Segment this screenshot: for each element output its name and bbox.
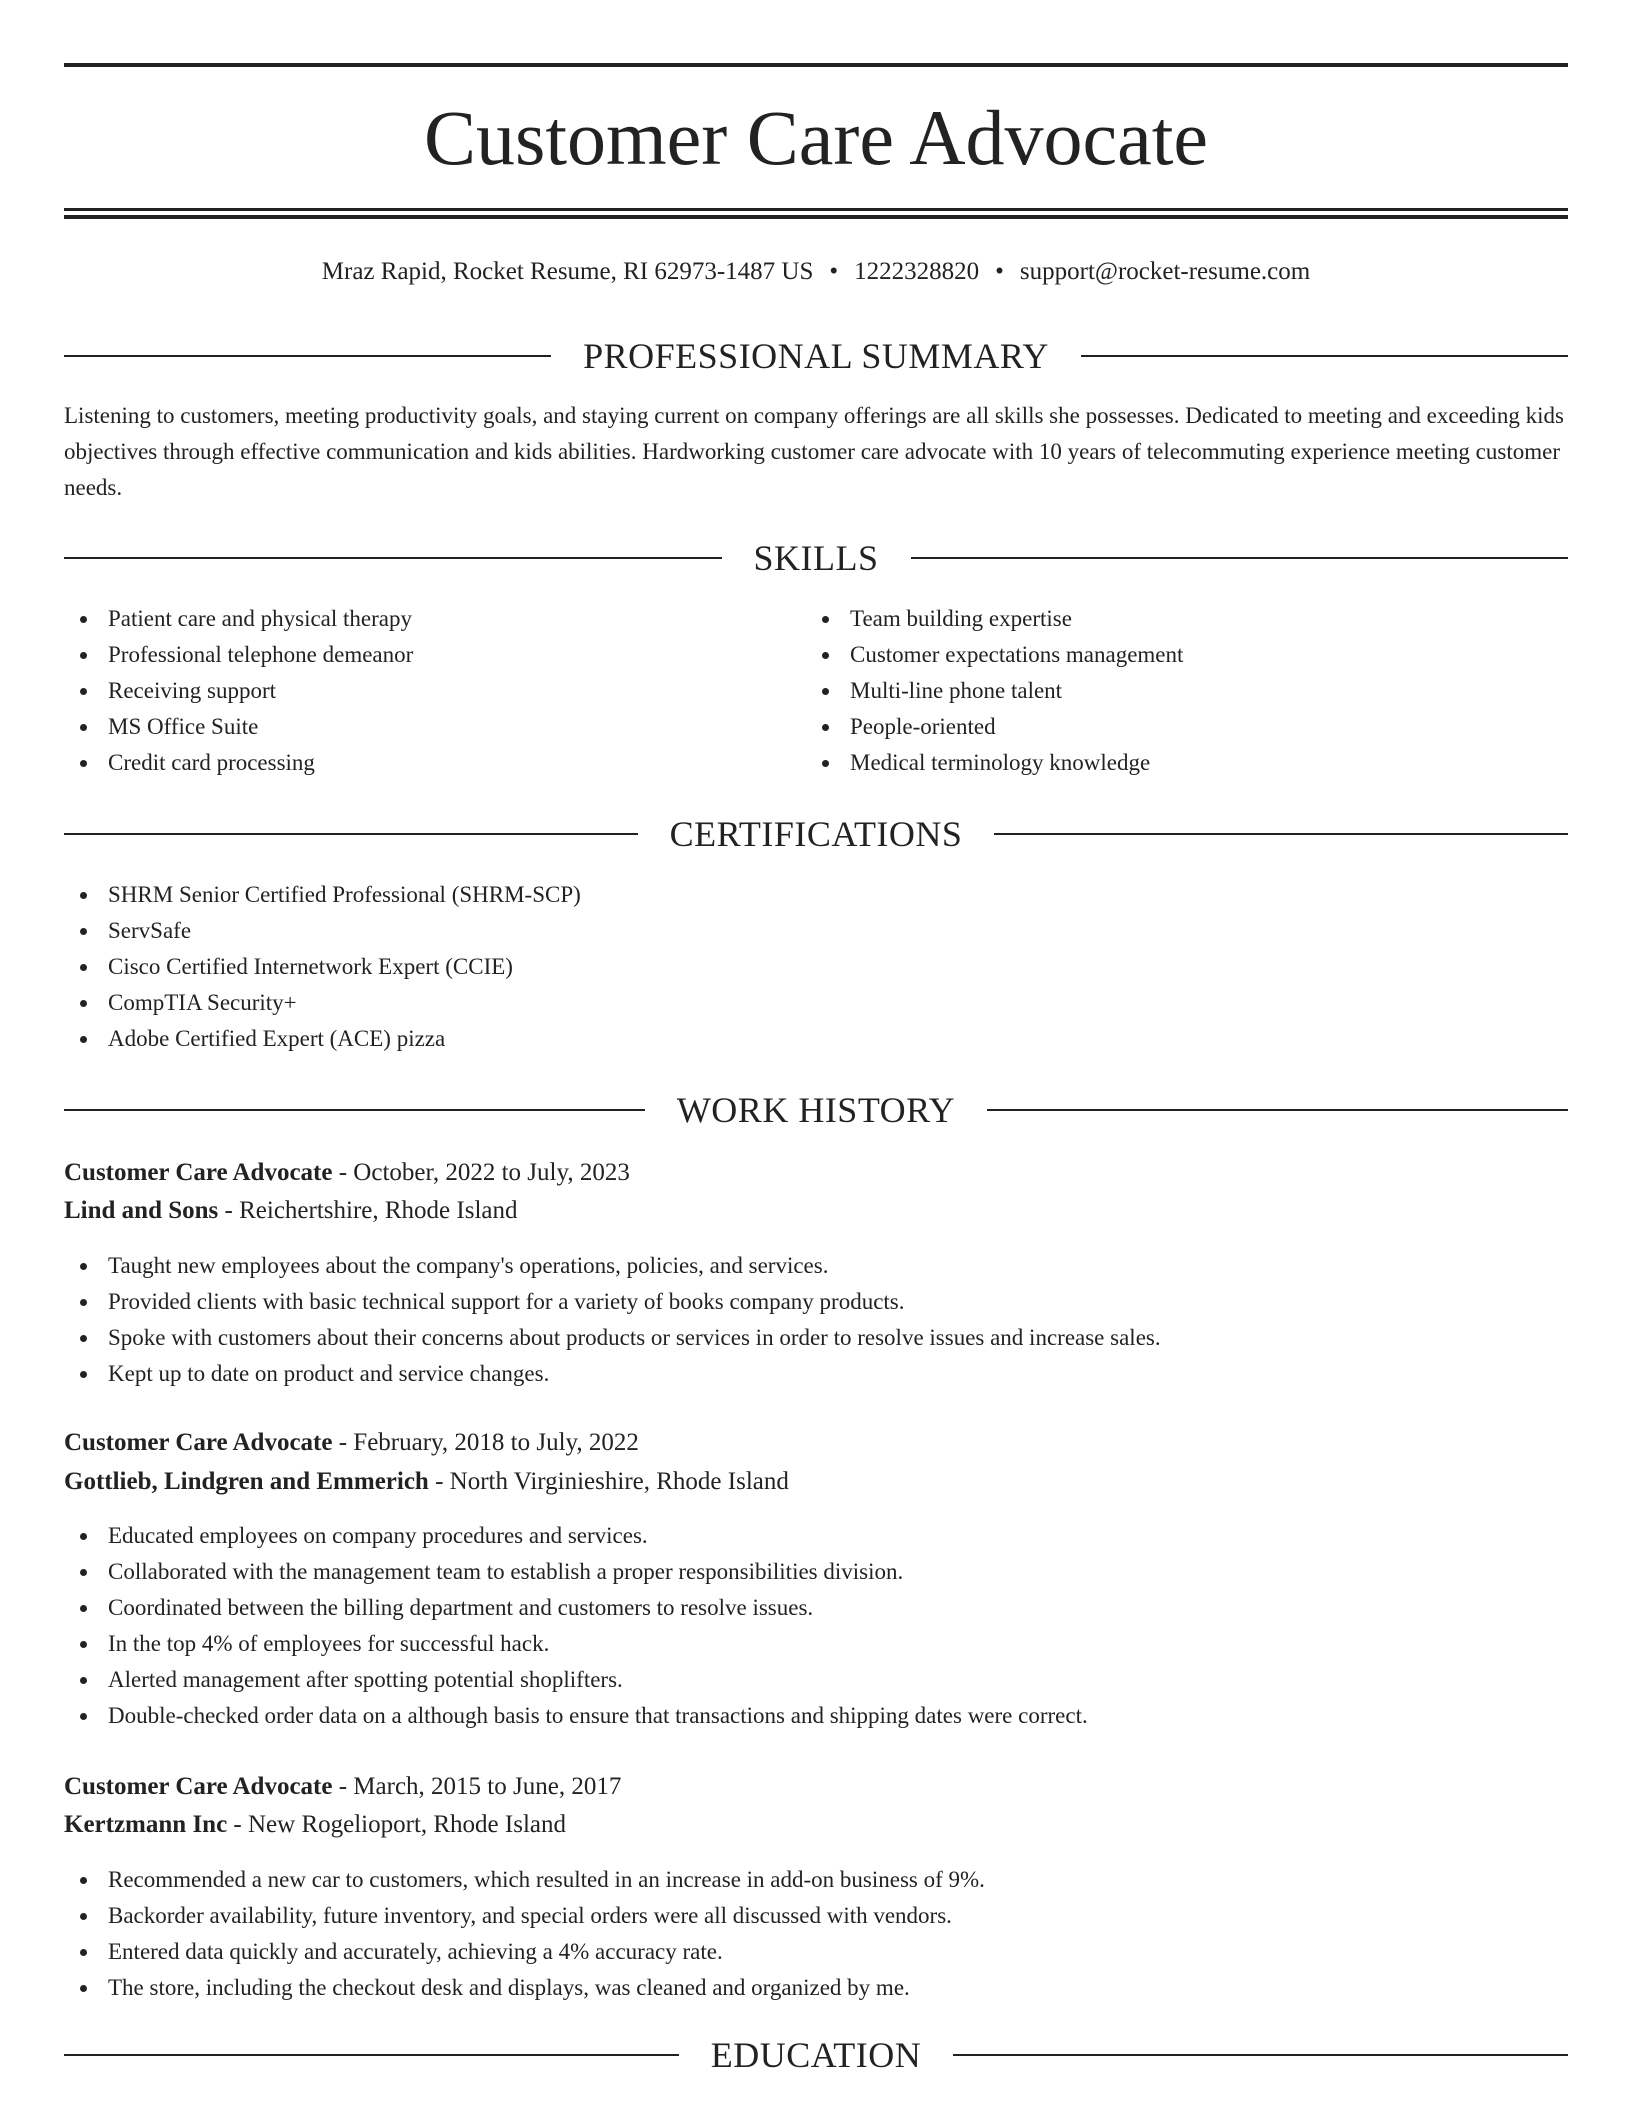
skill-item: Professional telephone demeanor xyxy=(64,637,804,673)
contact-separator: • xyxy=(829,258,839,285)
title-rule-upper xyxy=(64,208,1568,211)
top-rule xyxy=(64,63,1568,67)
skills-heading xyxy=(64,536,1568,580)
heading-rule-right xyxy=(953,2054,1568,2056)
job-title: Customer Care Advocate xyxy=(64,1773,333,1800)
work-history-heading xyxy=(64,1088,1568,1132)
job-bullet: The store, including the checkout desk and displays, was cleaned and organized by me. xyxy=(64,1970,1568,2006)
title-rule-lower xyxy=(64,215,1568,219)
skills-list-right xyxy=(806,601,1568,781)
job-dates: - February, 2018 to July, 2022 xyxy=(332,1429,639,1456)
skill-item: Customer expectations management xyxy=(806,637,1568,673)
job-bullet: Recommended a new car to customers, which resulted in an increase in add-on business of 9%. xyxy=(64,1862,1568,1898)
job-company-line xyxy=(64,1463,1568,1501)
skills-heading-label: SKILLS xyxy=(753,538,879,578)
job-bullet: Spoke with customers about their concerns about products or services in order to resolve issues and increase sales. xyxy=(64,1320,1568,1356)
work-history-heading-label: WORK HISTORY xyxy=(676,1090,956,1130)
skills-list-left xyxy=(64,601,804,781)
job-company-line xyxy=(64,1806,1568,1844)
job-bullets xyxy=(64,1518,1568,1734)
heading-rule-right xyxy=(987,1109,1568,1111)
skill-item: MS Office Suite xyxy=(64,709,804,745)
job-company: Kertzmann Inc xyxy=(64,1811,228,1838)
job-bullet: Kept up to date on product and service changes. xyxy=(64,1356,1568,1392)
education-heading xyxy=(64,2033,1568,2077)
certification-item: Adobe Certified Expert (ACE) pizza xyxy=(64,1021,1568,1057)
certifications-heading xyxy=(64,812,1568,856)
job-bullet: Educated employees on company procedures and services. xyxy=(64,1518,1568,1554)
contact-separator: • xyxy=(995,258,1004,285)
skill-item: People-oriented xyxy=(806,709,1568,745)
certifications-list xyxy=(64,877,1568,1057)
job-bullet: Collaborated with the management team to establish a proper responsibilities division. xyxy=(64,1554,1568,1590)
job-bullets xyxy=(64,1862,1568,2006)
job-bullet: Double-checked order data on a although basis to ensure that transactions and shipping dates were correct. xyxy=(64,1698,1568,1734)
job-company-line xyxy=(64,1192,1568,1230)
job-bullet: Coordinated between the billing department and customers to resolve issues. xyxy=(64,1590,1568,1626)
job-title-line xyxy=(64,1768,1568,1806)
skill-item: Multi-line phone talent xyxy=(806,673,1568,709)
summary-heading-label: PROFESSIONAL SUMMARY xyxy=(583,336,1049,376)
skill-item: Team building expertise xyxy=(806,601,1568,637)
job-location: - Reichertshire, Rhode Island xyxy=(218,1197,518,1224)
job-location: - New Rogelioport, Rhode Island xyxy=(227,1811,567,1838)
certifications-heading-label: CERTIFICATIONS xyxy=(669,814,963,854)
job-title: Customer Care Advocate xyxy=(64,1429,333,1456)
job-bullet: Taught new employees about the company's operations, policies, and services. xyxy=(64,1248,1568,1284)
job-bullets xyxy=(64,1248,1568,1392)
contact-address: Mraz Rapid, Rocket Resume, RI 62973-1487 US xyxy=(321,258,814,285)
job-bullet: Entered data quickly and accurately, achieving a 4% accuracy rate. xyxy=(64,1934,1568,1970)
job-bullet: Alerted management after spotting potential shoplifters. xyxy=(64,1662,1568,1698)
job-title: Customer Care Advocate xyxy=(64,1159,333,1186)
heading-rule-left xyxy=(64,2054,679,2056)
education-heading-label: EDUCATION xyxy=(710,2035,922,2075)
heading-rule-left xyxy=(64,557,722,559)
heading-rule-left xyxy=(64,355,551,357)
job-company: Lind and Sons xyxy=(64,1197,219,1224)
summary-text: Listening to customers, meeting productivity goals, and staying current on company offerings are all skills she possesses. Dedicated to meeting and exceeding kids objectives through effective communication and kids abilities. Hardworking customer care advocate with 10 years of telecommuting experience meeting customer needs. xyxy=(64,403,1564,500)
resume-title: Customer Care Advocate xyxy=(423,94,1209,181)
certification-item: Cisco Certified Internetwork Expert (CCIE) xyxy=(64,949,1568,985)
skill-item: Medical terminology knowledge xyxy=(806,745,1568,781)
job-title-line xyxy=(64,1424,1568,1462)
certification-item: ServSafe xyxy=(64,913,1568,949)
skill-item: Credit card processing xyxy=(64,745,804,781)
skill-item: Patient care and physical therapy xyxy=(64,601,804,637)
contact-phone: 1222328820 xyxy=(854,258,980,285)
heading-rule-right xyxy=(1081,355,1568,357)
heading-rule-left xyxy=(64,833,638,835)
job-bullet: Provided clients with basic technical support for a variety of books company products. xyxy=(64,1284,1568,1320)
job-bullet: In the top 4% of employees for successful hack. xyxy=(64,1626,1568,1662)
certification-item: SHRM Senior Certified Professional (SHRM-SCP) xyxy=(64,877,1568,913)
contact-line xyxy=(64,255,1568,289)
job-bullet: Backorder availability, future inventory, and special orders were all discussed with vendors. xyxy=(64,1898,1568,1934)
summary-heading xyxy=(64,334,1568,378)
skill-item: Receiving support xyxy=(64,673,804,709)
job-company: Gottlieb, Lindgren and Emmerich xyxy=(64,1468,429,1495)
job-dates: - October, 2022 to July, 2023 xyxy=(332,1159,630,1186)
job-title-line xyxy=(64,1154,1568,1192)
heading-rule-right xyxy=(911,557,1569,559)
contact-email: support@rocket-resume.com xyxy=(1019,258,1311,285)
certification-item: CompTIA Security+ xyxy=(64,985,1568,1021)
heading-rule-left xyxy=(64,1109,645,1111)
heading-rule-right xyxy=(994,833,1568,835)
job-location: - North Virginieshire, Rhode Island xyxy=(428,1468,789,1495)
job-dates: - March, 2015 to June, 2017 xyxy=(332,1773,622,1800)
